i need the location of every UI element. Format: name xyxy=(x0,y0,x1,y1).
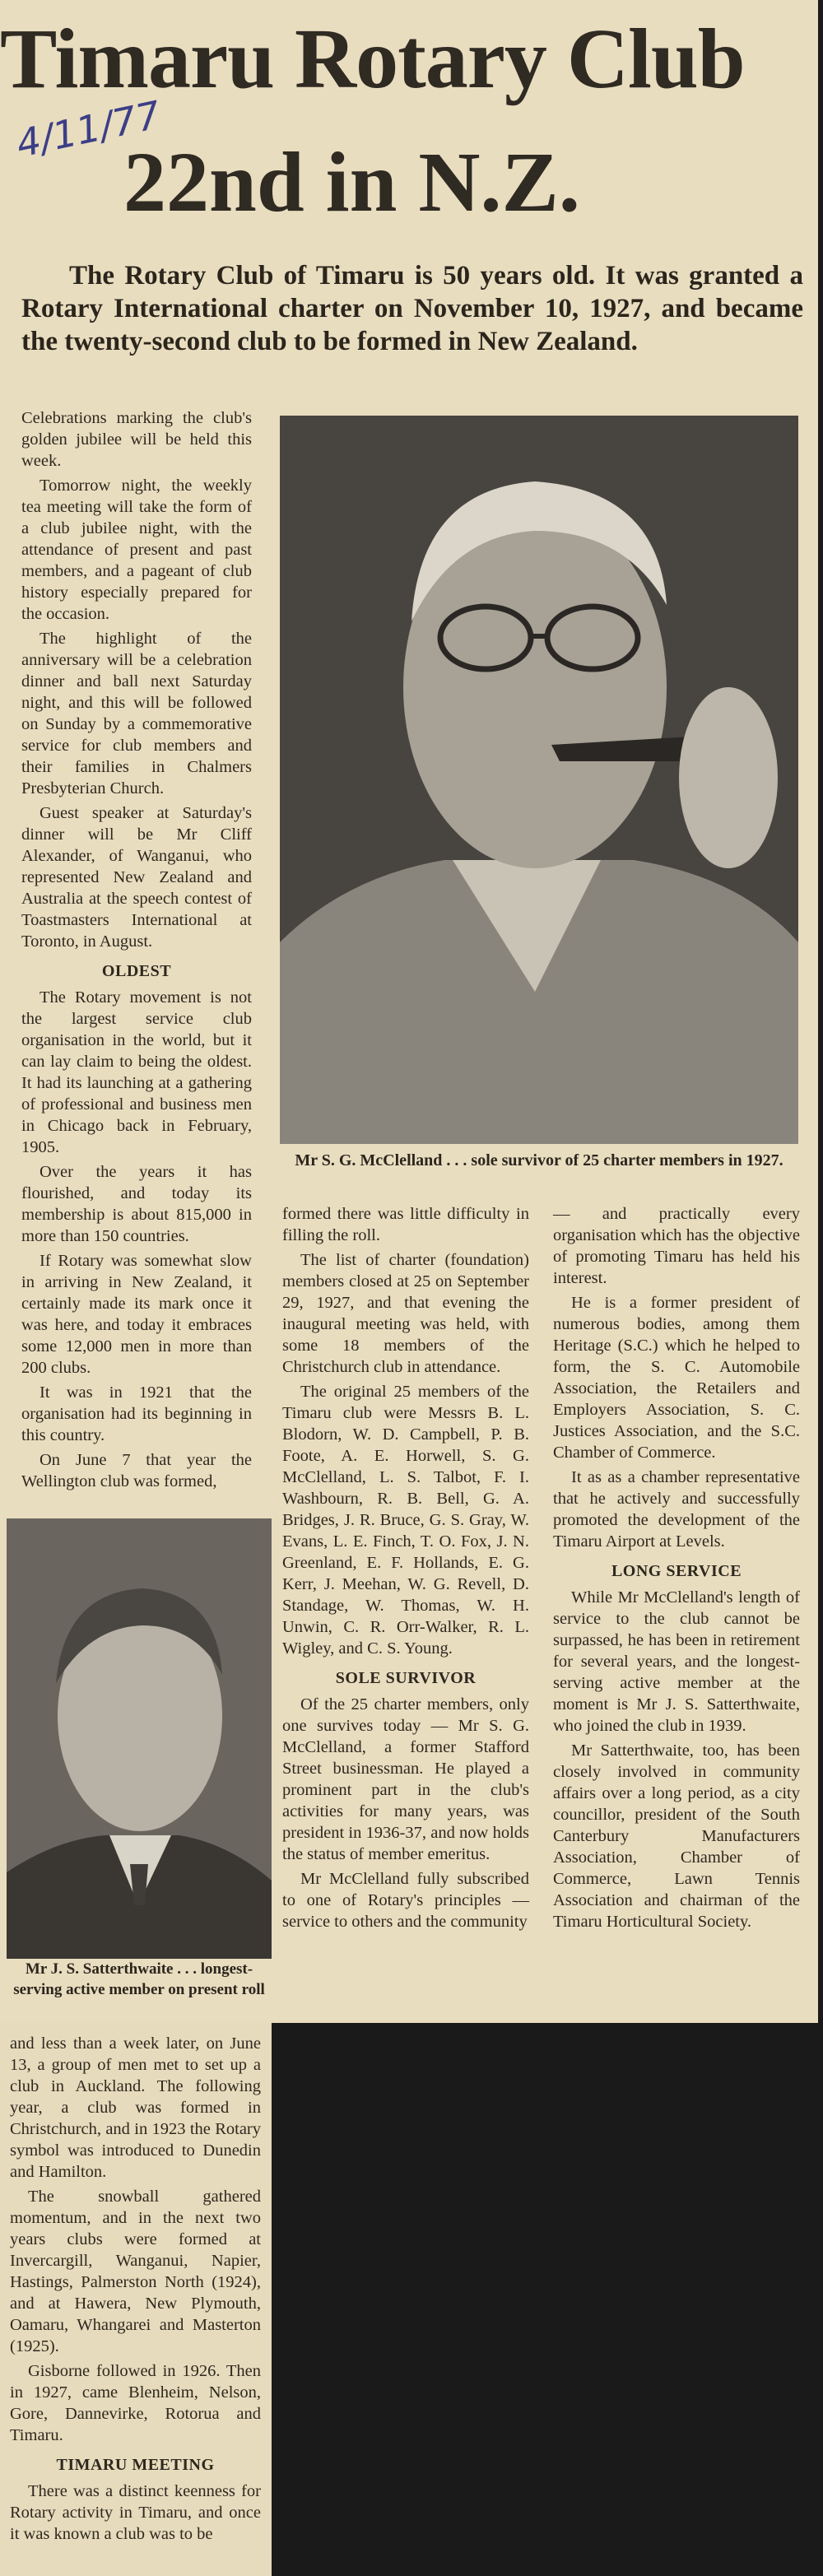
paragraph: Of the 25 charter members, only one survives today — Mr S. G. McClelland, a former Stafford Street businessman. He played a prominent part in the club's activities for many years, was president in 1936-37, and now holds the status of member emeritus. xyxy=(282,1695,529,1863)
paragraph: It as as a chamber representative that he actively and successfully promoted the development of the Timaru Airport at Levels. xyxy=(553,1468,800,1551)
paragraph: The snowball gathered momentum, and in the next two years clubs were formed at Invercargill, Wanganui, Napier, Hastings, Palmerston North (1924), and at Hawera, New Plymouth, Oamaru, Whangarei and Masterton (1925). xyxy=(10,2188,261,2355)
paragraph: There was a distinct keenness for Rotary activity in Timaru, and once it was known a club was to be xyxy=(10,2482,261,2543)
paragraph: Mr Satterthwaite, too, has been closely involved in community affairs over a long period, as a city councillor, president of the South Canterbury Manufacturers Association, Chamber of Commerce, Lawn Tennis Association and chairman of the Timaru Horticultural Society. xyxy=(553,1741,800,1931)
paragraph: — and practically every organisation which has the objective of promoting Timaru has held his interest. xyxy=(553,1205,800,1287)
paragraph: He is a former president of numerous bodies, among them Heritage (S.C.) which he helped to form, the S. C. Automobile Association, the Retailers and Employers Association, S. C. Justices Association, and the S.C. Chamber of Commerce. xyxy=(553,1294,800,1462)
subheading-long-service: LONG SERVICE xyxy=(611,1562,742,1580)
headline-line1: Timaru Rotary Club xyxy=(0,12,745,106)
paragraph: The list of charter (foundation) members closed at 25 on September 29, 1927, and that evening the inaugural meeting was held, with some 18 members of the Christchurch club in attendance. xyxy=(282,1251,529,1376)
paragraph: It was in 1921 that the organisation had its beginning in this country. xyxy=(21,1383,252,1444)
caption-mcclelland: Mr S. G. McClelland . . . sole survivor of 25 charter members in 1927. xyxy=(295,1151,783,1169)
paragraph: While Mr McClelland's length of service to the club cannot be surpassed, he has been in retirement for several years, and the longest-serving active member at the moment is Mr J. S. Satterthwaite, who joined the club in 1939. xyxy=(553,1588,800,1735)
paragraph: The Rotary movement is not the largest service club organisation in the world, but it can lay claim to being the oldest. It had its launching at a gathering of professional and business men in Chicago back in February, 1905. xyxy=(21,988,252,1156)
paragraph: Tomorrow night, the weekly tea meeting will take the form of a club jubilee night, with the attendance of present and past members, and a pageant of club history especially prepared for the occasion. xyxy=(21,477,252,623)
subheading-timaru-meeting: TIMARU MEETING xyxy=(56,2456,215,2474)
lede-paragraph: The Rotary Club of Timaru is 50 years old. It was granted a Rotary International charter on November 10, 1927, and became the twenty-second club to be formed in New Zealand. xyxy=(21,261,803,356)
subheading-oldest: OLDEST xyxy=(101,962,172,980)
portrait-illustration xyxy=(280,416,798,1144)
paragraph: The highlight of the anniversary will be a celebration dinner and ball next Saturday night, and this will be followed on Sunday by a commemorative service for club members and their families in Chalmers Presbyterian Church. xyxy=(21,630,252,797)
paragraph: On June 7 that year the Wellington club was formed, xyxy=(21,1451,252,1490)
photo-mcclelland xyxy=(280,416,798,1144)
paragraph: If Rotary was somewhat slow in arriving in New Zealand, it certainly made its mark once it was here, and today it embraces some 12,000 men in more than 200 clubs. xyxy=(21,1252,252,1377)
paragraph: Over the years it has flourished, and today its membership is about 815,000 in more than 150 countries. xyxy=(21,1163,252,1245)
paragraph: and less than a week later, on June 13, a group of men met to set up a club in Auckland. The following year, a club was formed in Christchurch, and in 1923 the Rotary symbol was introduced to Dunedin and Hamilton. xyxy=(10,2034,261,2181)
column-2 xyxy=(282,1203,529,1936)
portrait-illustration xyxy=(7,1518,272,1959)
column-continuation xyxy=(10,2033,261,2548)
paragraph: Gisborne followed in 1926. Then in 1927, came Blenheim, Nelson, Gore, Dannevirke, Rotorua and Timaru. xyxy=(10,2362,261,2444)
column-3 xyxy=(553,1203,800,1936)
headline-line2: 22nd in N.Z. xyxy=(123,135,580,230)
paragraph: The original 25 members of the Timaru club were Messrs B. L. Blodorn, W. D. Campbell, P. B. Foote, A. E. Horwell, S. G. McClelland, L. S. Talbot, F. I. Washbourn, R. B. Bell, G. A. Bridges, J. R. Bruce, G. S. Gray, W. Evans, L. E. Finch, T. O. Fox, J. N. Greenland, E. F. Hollands, E. G. Kerr, J. Meehan, W. G. Revell, D. Standage, W. Thomas, W. H. Unwin, C. R. Orr-Walker, R. L. Wigley, and C. S. Young. xyxy=(282,1383,529,1658)
handwritten-date: 4/11/77 xyxy=(12,92,165,166)
photo-satterthwaite xyxy=(7,1518,272,1959)
caption-satterthwaite: Mr J. S. Satterthwaite . . . longest-serving active member on present roll xyxy=(13,1960,265,1998)
column-1 xyxy=(21,407,252,1495)
subheading-sole-survivor: SOLE SURVIVOR xyxy=(335,1669,477,1687)
paragraph: formed there was little difficulty in filling the roll. xyxy=(282,1205,529,1244)
paragraph: Mr McClelland fully subscribed to one of Rotary's principles — service to others and the community xyxy=(282,1870,529,1931)
paragraph: Guest speaker at Saturday's dinner will be Mr Cliff Alexander, of Wanganui, who represented New Zealand and Australia at the speech contest of Toastmasters International at Toronto, in August. xyxy=(21,804,252,951)
paragraph: Celebrations marking the club's golden jubilee will be held this week. xyxy=(21,409,252,470)
